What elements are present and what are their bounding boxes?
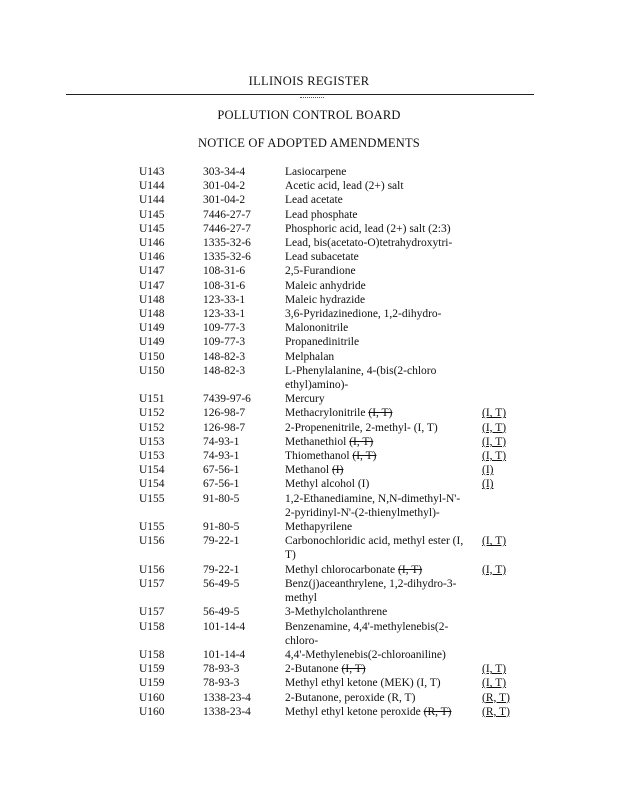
waste-code: U155 [139, 492, 165, 505]
waste-code: U159 [139, 663, 165, 676]
substance-name-line [285, 222, 478, 236]
cas-number: 123-33-1 [203, 308, 246, 321]
cas-number: 56-49-5 [203, 606, 240, 619]
waste-code: U154 [139, 478, 165, 491]
substance-name [285, 307, 478, 321]
table-row [0, 321, 618, 335]
substance-name [285, 264, 478, 278]
substance-name [285, 477, 478, 491]
added-hazard-code: (I) [482, 464, 494, 477]
header-rule-mark [300, 94, 324, 98]
substance-name [285, 705, 478, 719]
waste-code: U144 [139, 180, 165, 193]
name-text: Methyl alcohol (I) [285, 478, 370, 491]
substance-name [285, 421, 478, 435]
substance-name-line [285, 435, 478, 449]
name-text: Melphalan [285, 350, 335, 363]
substance-name-line [285, 208, 478, 222]
table-row [0, 250, 618, 264]
substance-name-line [285, 335, 478, 349]
cas-number: 74-93-1 [203, 450, 240, 463]
name-text: L-Phenylalanine, 4-(bis(2-chloro [285, 364, 437, 377]
substance-name-line [285, 605, 478, 619]
name-text: ethyl)amino)- [285, 379, 349, 392]
substance-name [285, 250, 478, 264]
substance-name [285, 463, 478, 477]
waste-code: U158 [139, 620, 165, 633]
substance-name [285, 648, 478, 662]
table-row [0, 449, 618, 463]
waste-code: U153 [139, 435, 165, 448]
table-row [0, 350, 618, 364]
name-text: Methyl chlorocarbonate [285, 563, 399, 576]
table-row [0, 605, 618, 619]
name-text: 2-Propenenitrile, 2-methyl- (I, T) [285, 421, 438, 434]
cas-number: 1338-23-4 [203, 705, 251, 718]
cas-number: 79-22-1 [203, 563, 240, 576]
substance-name-line [285, 648, 478, 662]
name-text: 1,2-Ethanediamine, N,N-dimethyl-N'- [285, 492, 461, 505]
cas-number: 108-31-6 [203, 279, 246, 292]
table-row [0, 406, 618, 420]
substance-name [285, 350, 478, 364]
cas-number: 109-77-3 [203, 322, 246, 335]
table-row [0, 165, 618, 179]
substance-name [285, 236, 478, 250]
substance-name [285, 691, 478, 705]
name-text: Malononitrile [285, 322, 349, 335]
substance-name [285, 321, 478, 335]
name-text: Methapyrilene [285, 521, 353, 534]
name-text: 2-Butanone, peroxide (R, T) [285, 691, 416, 704]
deleted-hazard-code: (R, T) [423, 705, 452, 718]
waste-code: U151 [139, 393, 165, 406]
substance-name-line [285, 406, 478, 420]
cas-number: 148-82-3 [203, 350, 246, 363]
name-text: Benz(j)aceanthrylene, 1,2-dihydro-3- [285, 577, 457, 590]
waste-code: U150 [139, 350, 165, 363]
waste-code: U144 [139, 194, 165, 207]
cas-number: 74-93-1 [203, 435, 240, 448]
substance-name-line [285, 506, 478, 520]
table-row [0, 279, 618, 293]
added-hazard-code: (I, T) [482, 450, 507, 463]
substance-name [285, 563, 478, 577]
cas-number: 126-98-7 [203, 421, 246, 434]
substance-name-line [285, 449, 478, 463]
cas-number: 108-31-6 [203, 265, 246, 278]
cas-number: 67-56-1 [203, 464, 240, 477]
name-text: Carbonochloridic acid, methyl ester (I, [285, 535, 464, 548]
substance-name [285, 605, 478, 619]
waste-code: U155 [139, 521, 165, 534]
name-text: Lasiocarpene [285, 166, 347, 178]
substance-name-line [285, 591, 478, 605]
cas-number: 78-93-3 [203, 677, 240, 690]
name-text: Methanol [285, 464, 332, 477]
substance-name-line [285, 378, 478, 392]
name-text: Lead acetate [285, 194, 343, 207]
table-row [0, 492, 618, 520]
substance-name-line [285, 179, 478, 193]
deleted-hazard-code: (I, T) [341, 663, 366, 676]
substance-name-line [285, 165, 478, 179]
name-text: Phosphoric acid, lead (2+) salt (2:3) [285, 222, 451, 235]
substance-name [285, 620, 478, 648]
cas-number: 91-80-5 [203, 492, 240, 505]
name-text: Lead phosphate [285, 208, 358, 221]
added-hazard-code: (I, T) [482, 435, 507, 448]
cas-number: 67-56-1 [203, 478, 240, 491]
substance-name-line [285, 279, 478, 293]
substance-name-line [285, 577, 478, 591]
added-hazard-code: (I, T) [482, 407, 507, 420]
cas-number: 301-04-2 [203, 194, 246, 207]
table-row [0, 705, 618, 719]
waste-code: U153 [139, 450, 165, 463]
table-row [0, 193, 618, 207]
waste-code: U156 [139, 563, 165, 576]
substance-name [285, 449, 478, 463]
waste-code: U148 [139, 293, 165, 306]
name-text: methyl [285, 592, 317, 605]
substance-name-line [285, 676, 478, 690]
cas-number: 123-33-1 [203, 293, 246, 306]
cas-number: 7439-97-6 [203, 393, 251, 406]
name-text: 3-Methylcholanthrene [285, 606, 388, 619]
substance-name-line [285, 264, 478, 278]
name-text: Lead, bis(acetato-O)tetrahydroxytri- [285, 237, 453, 250]
table-row [0, 662, 618, 676]
substance-name [285, 179, 478, 193]
waste-code: U147 [139, 279, 165, 292]
substance-name-line [285, 293, 478, 307]
substance-name [285, 676, 478, 690]
waste-code: U150 [139, 364, 165, 377]
substance-name [285, 435, 478, 449]
substance-name-line [285, 421, 478, 435]
waste-code: U148 [139, 308, 165, 321]
substance-name [285, 392, 478, 406]
substance-name-line [285, 492, 478, 506]
name-text: 3,6-Pyridazinedione, 1,2-dihydro- [285, 308, 442, 321]
waste-code: U160 [139, 705, 165, 718]
name-text: Thiomethanol [285, 450, 353, 463]
cas-number: 1335-32-6 [203, 237, 251, 250]
substance-name-line [285, 520, 478, 534]
waste-code: U149 [139, 336, 165, 349]
substance-name [285, 520, 478, 534]
deleted-hazard-code: (I, T) [349, 435, 374, 448]
waste-code: U158 [139, 648, 165, 661]
table-row [0, 463, 618, 477]
name-text: Mercury [285, 393, 325, 406]
substance-name-line [285, 705, 478, 719]
table-row [0, 691, 618, 705]
notice-heading: NOTICE OF ADOPTED AMENDMENTS [198, 136, 420, 150]
substance-name-line [285, 620, 478, 634]
substance-name-line [285, 534, 478, 548]
table-row [0, 335, 618, 349]
substance-name [285, 577, 478, 605]
agency-heading: POLLUTION CONTROL BOARD [217, 108, 401, 122]
waste-code: U147 [139, 265, 165, 278]
cas-number: 126-98-7 [203, 407, 246, 420]
name-text: 2-Butanone [285, 663, 342, 676]
substance-name [285, 165, 478, 179]
substance-name [285, 534, 478, 562]
cas-number: 1335-32-6 [203, 251, 251, 264]
substance-name-line [285, 477, 478, 491]
cas-number: 109-77-3 [203, 336, 246, 349]
cas-number: 78-93-3 [203, 663, 240, 676]
deleted-hazard-code: (I, T) [352, 450, 377, 463]
cas-number: 91-80-5 [203, 521, 240, 534]
name-text: Lead subacetate [285, 251, 359, 264]
waste-code: U157 [139, 606, 165, 619]
table-row [0, 477, 618, 491]
waste-code: U160 [139, 691, 165, 704]
added-hazard-code: (I) [482, 478, 494, 491]
name-text: Benzenamine, 4,4'-methylenebis(2- [285, 620, 449, 633]
cas-number: 7446-27-7 [203, 208, 251, 221]
name-text: Maleic anhydride [285, 279, 366, 292]
waste-code: U157 [139, 577, 165, 590]
table-row [0, 179, 618, 193]
deleted-hazard-code: (I, T) [398, 563, 423, 576]
substance-name [285, 406, 478, 420]
name-text: Methyl ethyl ketone peroxide [285, 705, 424, 718]
substance-name [285, 492, 478, 520]
added-hazard-code: (R, T) [482, 705, 510, 718]
table-row [0, 392, 618, 406]
name-text: Methanethiol [285, 435, 350, 448]
waste-code: U152 [139, 407, 165, 420]
table-row [0, 620, 618, 648]
added-hazard-code: (R, T) [482, 691, 510, 704]
waste-code: U154 [139, 464, 165, 477]
hazardous-waste-table [0, 165, 618, 719]
added-hazard-code: (I, T) [482, 563, 507, 576]
substance-name [285, 193, 478, 207]
substance-name [285, 222, 478, 236]
substance-name-line [285, 563, 478, 577]
added-hazard-code: (I, T) [482, 663, 507, 676]
substance-name-line [285, 392, 478, 406]
name-text: 4,4'-Methylenebis(2-chloroaniline) [285, 648, 446, 661]
table-row [0, 307, 618, 321]
name-text: chloro- [285, 634, 319, 647]
table-row [0, 236, 618, 250]
table-row [0, 435, 618, 449]
table-row [0, 676, 618, 690]
name-text: 2-pyridinyl-N'-(2-thienylmethyl)- [285, 506, 440, 519]
substance-name-line [285, 691, 478, 705]
added-hazard-code: (I, T) [482, 535, 507, 548]
table-row [0, 364, 618, 392]
name-text: Propanedinitrile [285, 336, 360, 349]
waste-code: U145 [139, 208, 165, 221]
cas-number: 301-04-2 [203, 180, 246, 193]
substance-name [285, 662, 478, 676]
waste-code: U145 [139, 222, 165, 235]
substance-name [285, 279, 478, 293]
name-text: Methacrylonitrile [285, 407, 369, 420]
substance-name [285, 364, 478, 392]
table-row [0, 577, 618, 605]
table-row [0, 648, 618, 662]
substance-name-line [285, 350, 478, 364]
cas-number: 56-49-5 [203, 577, 240, 590]
table-row [0, 264, 618, 278]
table-row [0, 520, 618, 534]
deleted-hazard-code: (I) [331, 464, 344, 477]
register-title: ILLINOIS REGISTER [248, 74, 370, 88]
substance-name [285, 335, 478, 349]
substance-name [285, 208, 478, 222]
cas-number: 148-82-3 [203, 364, 246, 377]
substance-name-line [285, 307, 478, 321]
cas-number: 303-34-4 [203, 166, 246, 178]
table-row [0, 208, 618, 222]
cas-number: 79-22-1 [203, 535, 240, 548]
name-text: Maleic hydrazide [285, 293, 366, 306]
substance-name [285, 293, 478, 307]
table-row [0, 293, 618, 307]
name-text: 2,5-Furandione [285, 265, 356, 278]
table-row [0, 534, 618, 562]
table-row [0, 222, 618, 236]
table-row [0, 563, 618, 577]
added-hazard-code: (I, T) [482, 421, 507, 434]
waste-code: U152 [139, 421, 165, 434]
waste-code: U146 [139, 251, 165, 264]
name-text: T) [285, 549, 296, 562]
waste-code: U146 [139, 237, 165, 250]
table-row [0, 421, 618, 435]
cas-number: 1338-23-4 [203, 691, 251, 704]
substance-name-line [285, 662, 478, 676]
substance-name-line [285, 463, 478, 477]
substance-name-line [285, 250, 478, 264]
substance-name-line [285, 364, 478, 378]
substance-name-line [285, 321, 478, 335]
substance-name-line [285, 193, 478, 207]
substance-name-line [285, 634, 478, 648]
name-text: Methyl ethyl ketone (MEK) (I, T) [285, 677, 441, 690]
waste-code: U143 [139, 166, 165, 178]
cas-number: 101-14-4 [203, 620, 246, 633]
waste-code: U156 [139, 535, 165, 548]
waste-code: U149 [139, 322, 165, 335]
deleted-hazard-code: (I, T) [368, 407, 393, 420]
cas-number: 7446-27-7 [203, 222, 251, 235]
substance-name-line [285, 236, 478, 250]
cas-number: 101-14-4 [203, 648, 246, 661]
name-text: Acetic acid, lead (2+) salt [285, 180, 404, 193]
added-hazard-code: (I, T) [482, 677, 507, 690]
waste-code: U159 [139, 677, 165, 690]
substance-name-line [285, 548, 478, 562]
